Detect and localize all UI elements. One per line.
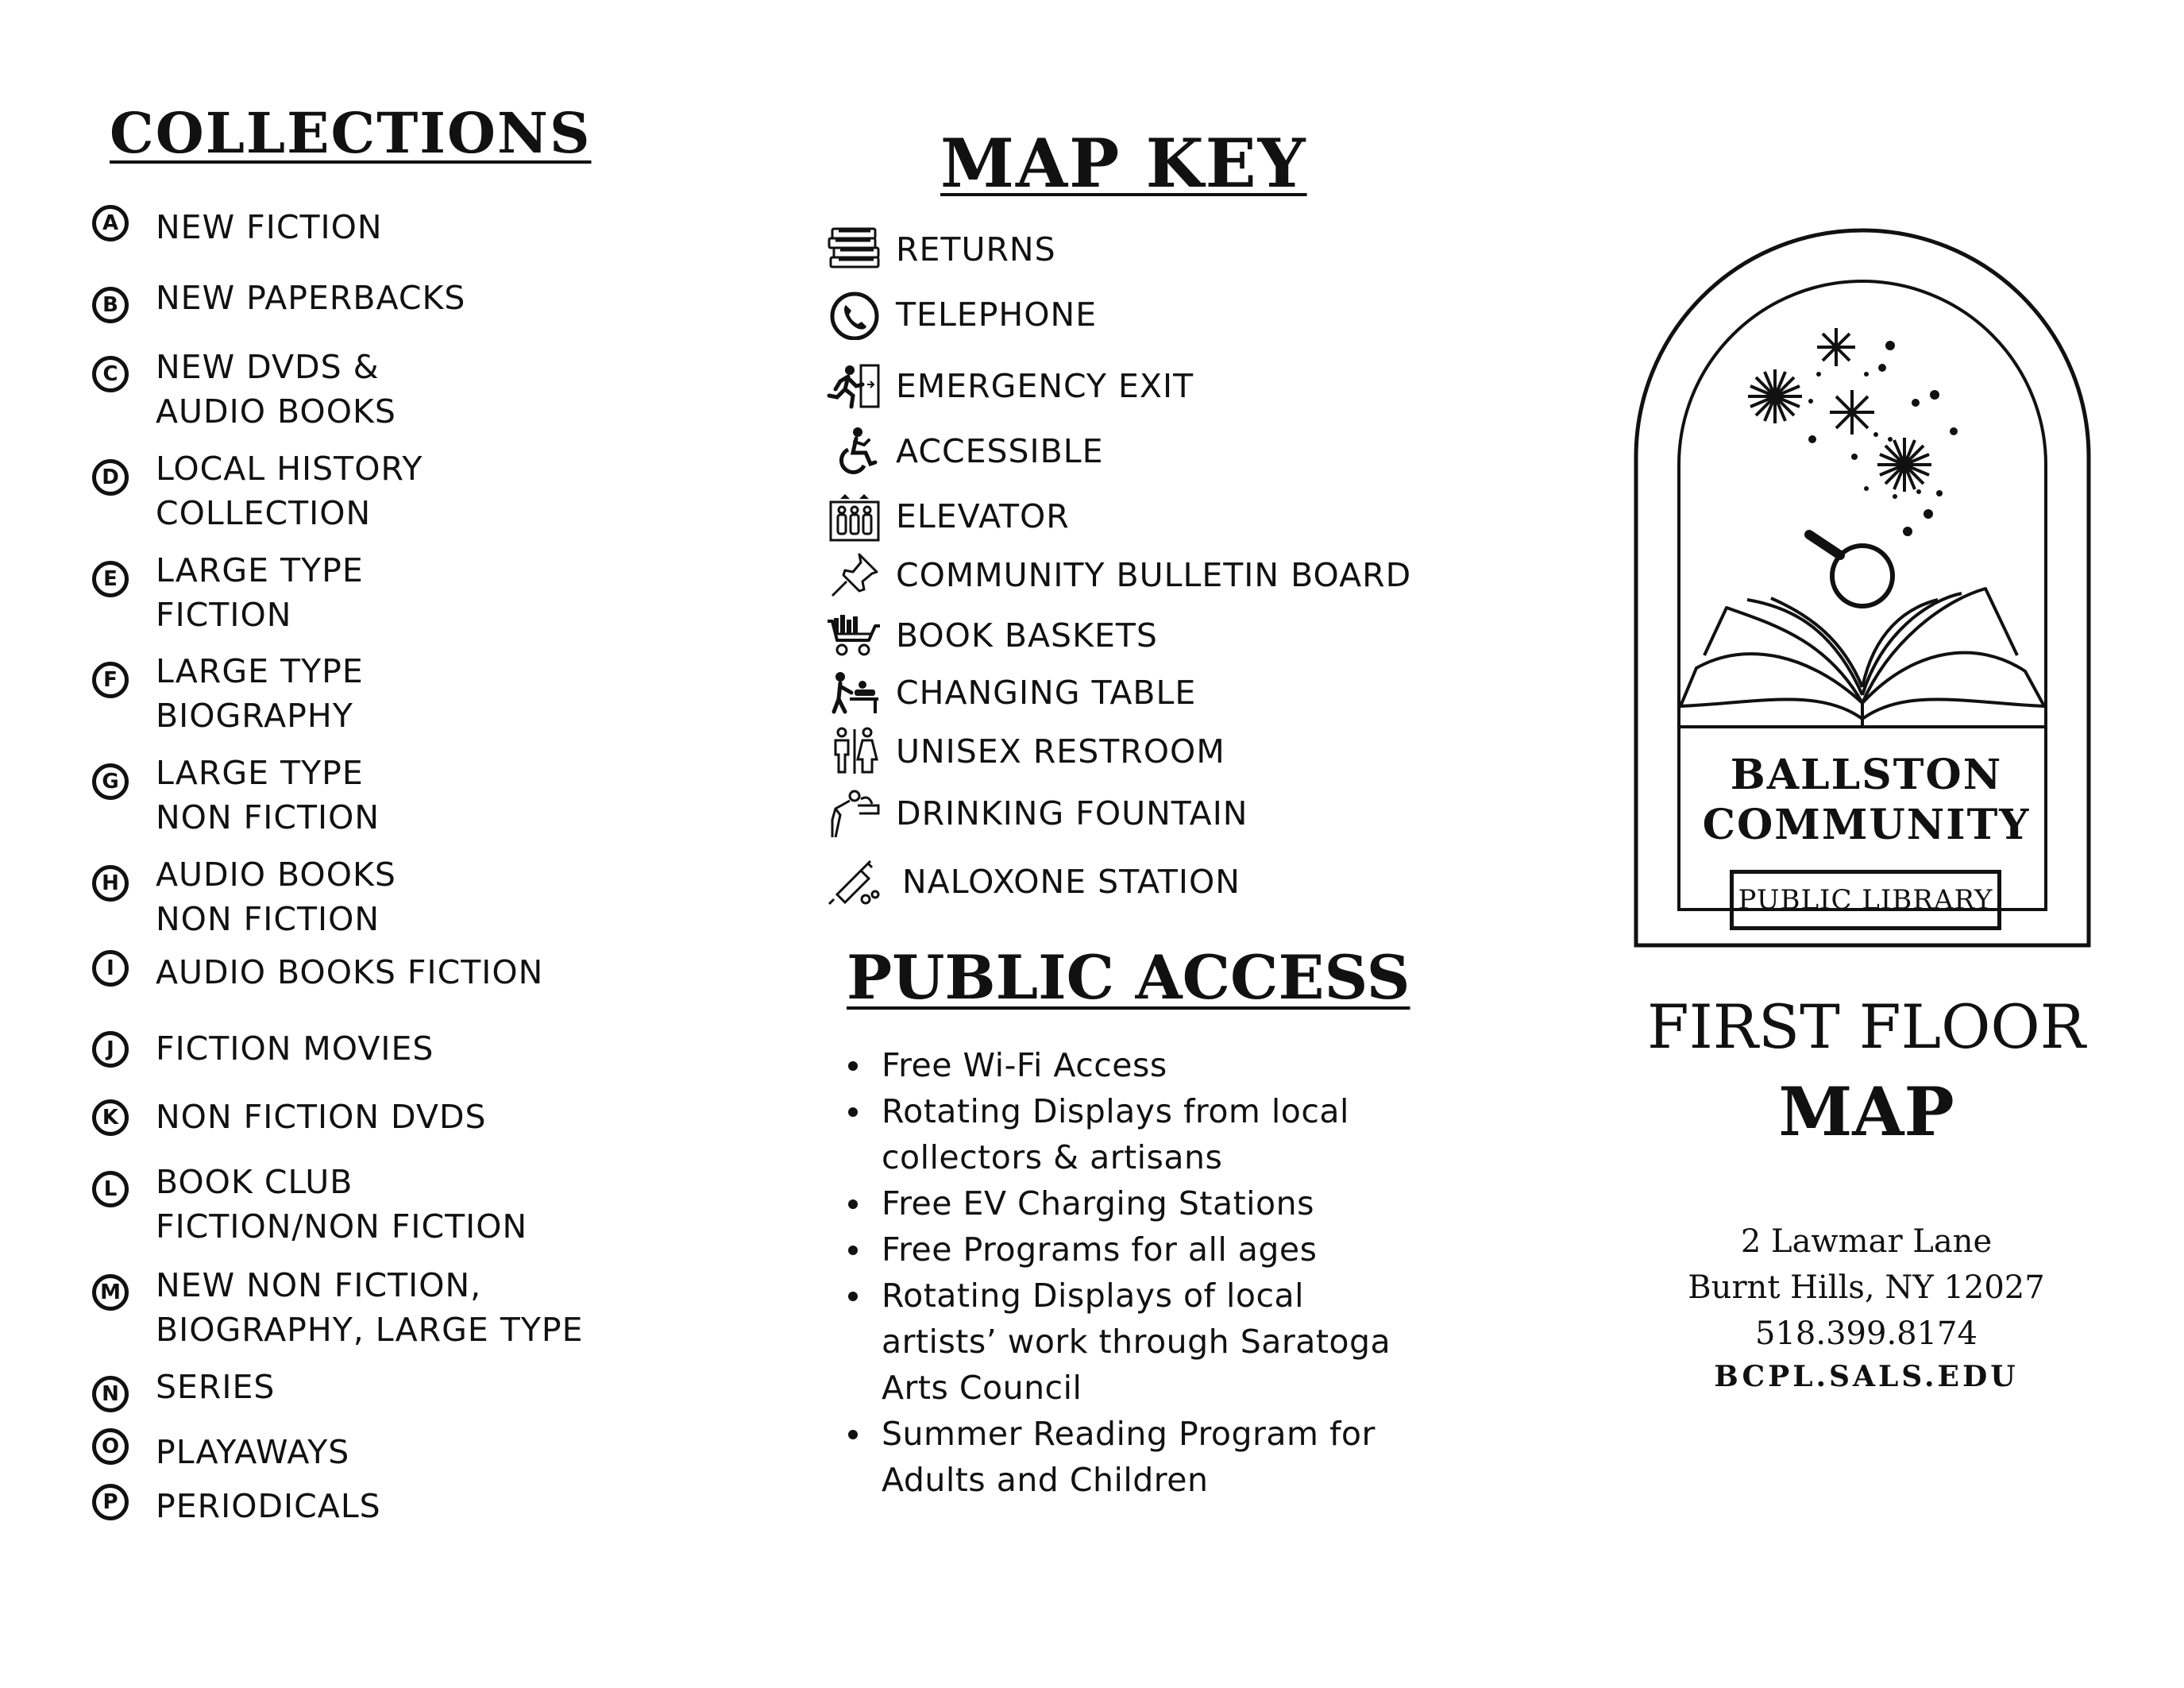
public-access-item: Free Programs for all ages <box>848 1226 1404 1273</box>
collection-label <box>156 649 364 738</box>
collection-label-line: NEW DVDS & <box>156 348 380 386</box>
collection-letter-badge: I <box>92 950 129 987</box>
accessible-icon <box>826 426 883 477</box>
collection-label-line: BIOGRAPHY <box>156 697 353 735</box>
returns-books-icon <box>826 224 883 275</box>
map-key-label: CHANGING TABLE <box>896 674 1197 712</box>
collection-letter-badge: N <box>92 1376 129 1412</box>
phone-number: 518.399.8174 <box>1755 1315 1978 1352</box>
map-key-label: TELEPHONE <box>896 295 1098 334</box>
collection-letter-badge: H <box>92 865 129 902</box>
collection-label-line: NON FICTION <box>156 900 380 938</box>
collection-label-line: COLLECTION <box>156 494 372 532</box>
collection-letter-badge: O <box>92 1428 129 1465</box>
drinking-fountain-icon <box>826 788 883 839</box>
collection-label <box>156 1430 349 1474</box>
collection-label-line: LOCAL HISTORY <box>156 450 423 488</box>
address-line1: 2 Lawmar Lane <box>1740 1223 1993 1260</box>
collection-label <box>156 548 364 637</box>
collection-label-line: FICTION/NON FICTION <box>156 1207 528 1246</box>
public-access-list <box>848 1042 1404 1503</box>
elevator-icon <box>826 491 883 542</box>
book-basket-icon <box>826 610 883 661</box>
collection-letter-badge: L <box>92 1171 129 1207</box>
unisex-restroom-icon <box>826 726 883 777</box>
collection-label <box>156 446 423 535</box>
collection-label-line: FICTION <box>156 596 292 634</box>
collection-letter-badge: P <box>92 1484 129 1520</box>
collection-letter-badge: B <box>92 287 129 323</box>
collection-label-line: AUDIO BOOKS FICTION <box>156 953 544 991</box>
library-subtitle: PUBLIC LIBRARY <box>1730 870 2001 930</box>
collection-letter-badge: C <box>92 356 129 392</box>
changing-table-icon <box>826 667 883 718</box>
collection-label <box>156 1484 381 1528</box>
collection-label <box>156 950 543 995</box>
collection-letter-badge: F <box>92 662 129 698</box>
address-line2: Burnt Hills, NY 12027 <box>1688 1269 2045 1306</box>
collection-label-line: FICTION MOVIES <box>156 1029 434 1068</box>
collection-label-line: PLAYAWAYS <box>156 1433 350 1471</box>
naloxone-icon <box>826 856 883 907</box>
map-key-label: ELEVATOR <box>896 497 1070 535</box>
map-key-title: MAP KEY <box>940 124 1307 203</box>
collection-label-line: NEW PAPERBACKS <box>156 279 466 317</box>
collection-label-line: NON FICTION <box>156 798 380 836</box>
public-access-item: Rotating Displays from local collectors & artisans <box>848 1088 1404 1180</box>
map-key-label: NALOXONE STATION <box>902 863 1241 901</box>
public-access-item: Free Wi-Fi Access <box>848 1042 1404 1088</box>
emergency-exit-icon <box>826 361 883 411</box>
collection-label <box>156 276 465 320</box>
map-key-label: ACCESSIBLE <box>896 432 1104 470</box>
library-name-line1: BALLSTON <box>1730 751 2003 799</box>
collection-label-line: BOOK CLUB <box>156 1163 353 1201</box>
map-heading: MAP <box>1778 1072 1954 1151</box>
map-key-label: DRINKING FOUNTAIN <box>896 794 1248 832</box>
public-access-title: PUBLIC ACCESS <box>847 942 1410 1013</box>
collection-label <box>156 1095 487 1139</box>
map-key-label: RETURNS <box>896 230 1056 268</box>
collection-letter-badge: J <box>92 1031 129 1068</box>
collection-label-line: BIOGRAPHY, LARGE TYPE <box>156 1311 584 1349</box>
collection-label <box>156 1263 584 1352</box>
collection-label <box>156 205 383 249</box>
collections-title: COLLECTIONS <box>110 100 592 166</box>
public-access-item: Free EV Charging Stations <box>848 1180 1404 1226</box>
collection-label-line: AUDIO BOOKS <box>156 856 396 894</box>
website-link[interactable]: BCPL.SALS.EDU <box>1714 1360 2019 1393</box>
pushpin-icon <box>826 550 883 601</box>
first-floor-heading: FIRST FLOOR <box>1647 991 2086 1062</box>
collection-label-line: NEW NON FICTION, <box>156 1266 482 1304</box>
collection-label <box>156 1365 275 1409</box>
map-key-label: UNISEX RESTROOM <box>896 732 1225 771</box>
collection-letter-badge: M <box>92 1274 129 1311</box>
collection-label <box>156 1026 434 1071</box>
collection-letter-badge: A <box>92 205 129 241</box>
telephone-icon <box>826 289 883 340</box>
public-access-item: Rotating Displays of local artists’ work through Saratoga Arts Council <box>848 1273 1404 1411</box>
collection-label <box>156 751 380 840</box>
collection-letter-badge: E <box>92 561 129 597</box>
collection-label <box>156 852 396 941</box>
collection-label-line: SERIES <box>156 1368 276 1406</box>
collection-label-line: PERIODICALS <box>156 1487 381 1525</box>
map-key-label: BOOK BASKETS <box>896 616 1158 655</box>
collection-label-line: AUDIO BOOKS <box>156 392 396 431</box>
collection-letter-badge: D <box>92 459 129 496</box>
map-key-label: COMMUNITY BULLETIN BOARD <box>896 556 1412 594</box>
collection-label-line: LARGE TYPE <box>156 652 364 690</box>
public-access-item: Summer Reading Program for Adults and Children <box>848 1411 1404 1503</box>
collection-label-line: LARGE TYPE <box>156 551 364 589</box>
collection-letter-badge: G <box>92 763 129 800</box>
collection-label-line: NON FICTION DVDS <box>156 1098 487 1136</box>
collection-label-line: NEW FICTION <box>156 208 383 246</box>
collection-label-line: LARGE TYPE <box>156 754 364 792</box>
collection-label <box>156 345 396 434</box>
library-name-line2: COMMUNITY <box>1702 801 2031 849</box>
collection-letter-badge: K <box>92 1099 129 1136</box>
map-key-label: EMERGENCY EXIT <box>896 367 1194 405</box>
collection-label <box>156 1160 527 1249</box>
